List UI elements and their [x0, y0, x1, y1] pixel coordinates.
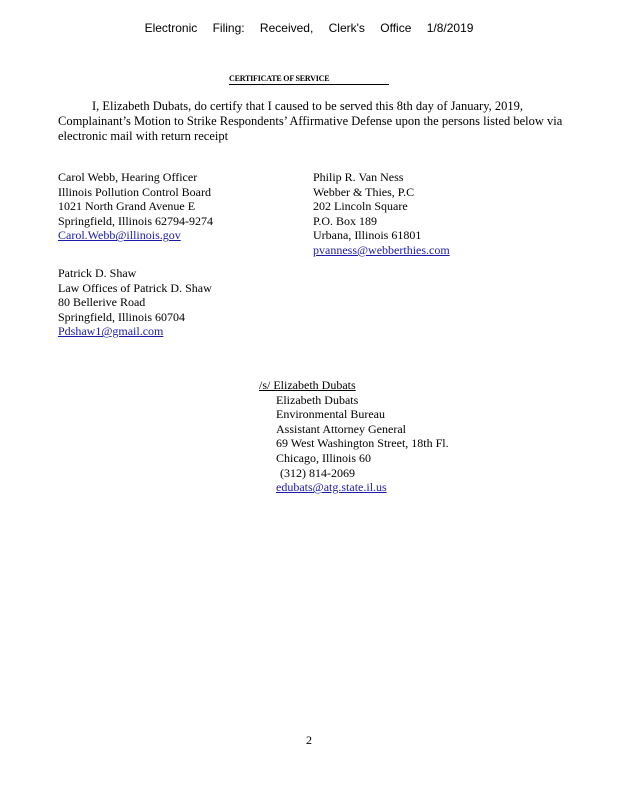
recipient-name: Patrick D. Shaw	[58, 266, 137, 280]
recipient-email-link[interactable]: pvanness@webberthies.com	[313, 242, 450, 257]
service-recipient-webb	[58, 170, 213, 243]
signature-line: /s/ Elizabeth Dubats	[259, 378, 356, 392]
certificate-body: I, Elizabeth Dubats, do certify that I caused to be served this 8th day of January, 2019, Complainant’s Motion to Strike Respondents’ Affirmative Defense upon the persons listed below via electronic mail with return receipt	[58, 99, 563, 143]
certificate-title: CERTIFICATE OF SERVICE	[229, 74, 389, 85]
recipient-street: 202 Lincoln Square	[313, 199, 408, 214]
recipient-city: Springfield, Illinois 60704	[58, 309, 185, 324]
signature-block	[259, 378, 449, 495]
recipient-organization: Webber & Thies, P.C	[313, 184, 415, 199]
recipient-name: Philip R. Van Ness	[313, 170, 404, 184]
page-number: 2	[306, 733, 312, 747]
recipient-email-link[interactable]: Pdshaw1@gmail.com	[58, 324, 164, 339]
recipient-organization: Illinois Pollution Control Board	[58, 184, 212, 199]
signer-city: Chicago, Illinois 60	[276, 450, 371, 465]
recipient-street: 80 Bellerive Road	[58, 295, 146, 310]
signer-name: Elizabeth Dubats	[276, 392, 359, 407]
signer-title: Assistant Attorney General	[276, 421, 406, 436]
recipient-city: Urbana, Illinois 61801	[313, 228, 422, 243]
service-recipient-van-ness	[313, 170, 450, 258]
signer-department: Environmental Bureau	[276, 407, 385, 422]
signer-phone: (312) 814-2069	[280, 465, 355, 480]
recipient-street: 1021 North Grand Avenue E	[58, 199, 196, 214]
recipient-email-link[interactable]: Carol.Webb@illinois.gov	[58, 228, 181, 243]
filing-header: Electronic Filing: Received, Clerk's Office 1/8/2019	[144, 21, 474, 35]
recipient-city: Springfield, Illinois 62794-9274	[58, 213, 213, 228]
signer-email-link[interactable]: edubats@atg.state.il.us	[276, 480, 387, 495]
recipient-organization: Law Offices of Patrick D. Shaw	[58, 280, 212, 295]
service-recipient-shaw	[58, 266, 212, 339]
recipient-name: Carol Webb, Hearing Officer	[58, 170, 198, 184]
recipient-po-box: P.O. Box 189	[313, 213, 378, 228]
signer-address: 69 West Washington Street, 18th Fl.	[276, 436, 449, 451]
